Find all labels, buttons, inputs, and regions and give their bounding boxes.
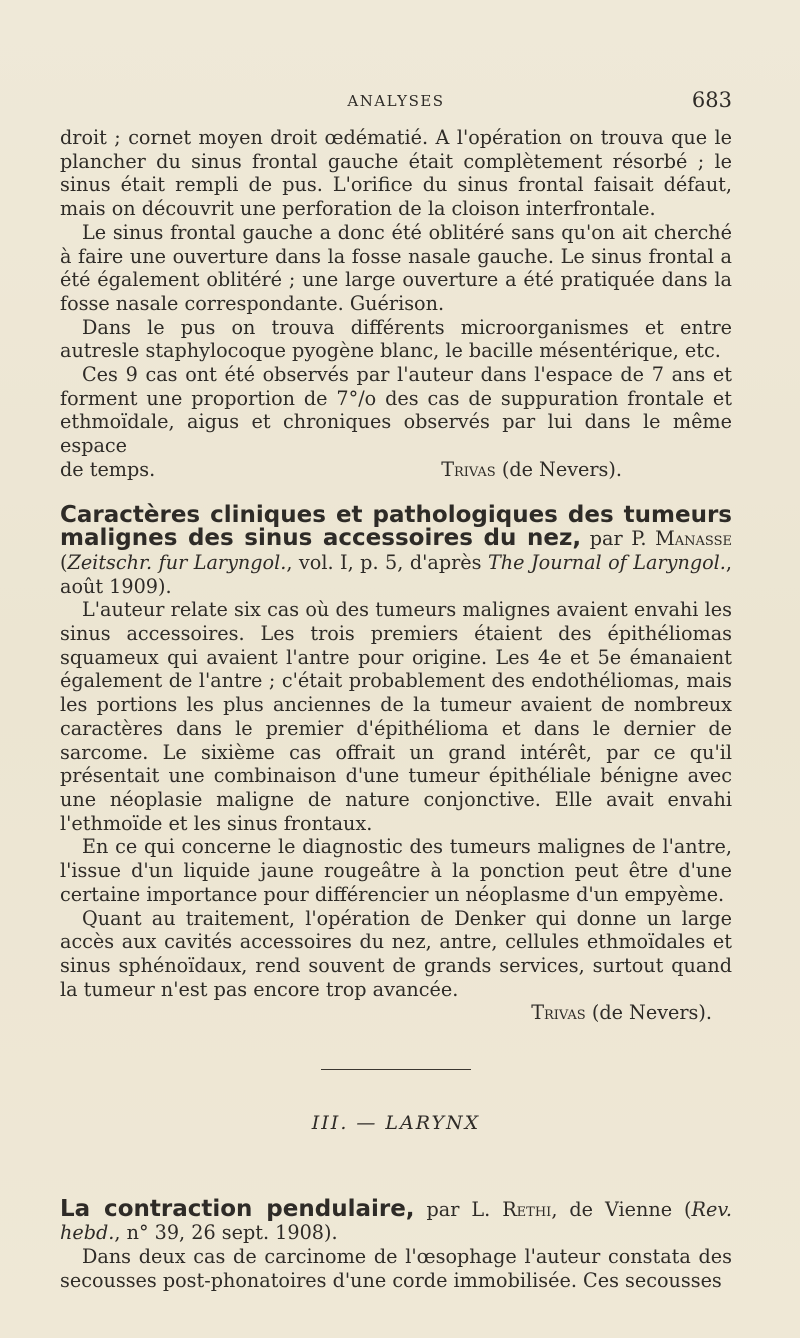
signature	[60, 1001, 732, 1025]
citation-open: (	[60, 550, 68, 574]
article-heading	[60, 501, 732, 599]
paragraph: Le sinus frontal gauche a donc été oblitéré sans qu'on ait cherché à faire une ouverture dans la fosse nasale gauche. Le sinus frontal a été également oblitéré ; une large ouverture a été pratiquée dans la fosse nasale correspondante. Guérison.	[60, 220, 732, 315]
paragraph: droit ; cornet moyen droit œdématié. A l'opération on trouva que le plancher du sinus frontal gauche était complètement résorbé ; le sinus était rempli de pus. L'orifice du sinus frontal faisait défaut, mais on découvrit une perforation de la cloison interfrontale.	[60, 126, 732, 221]
article-3	[60, 1195, 732, 1293]
running-head: ANALYSES	[347, 92, 445, 110]
citation-end: , août 1909).	[60, 550, 732, 598]
paragraph: Ces 9 cas ont été observés par l'auteur dans l'espace de 7 ans et forment une proportion de 7°/o des cas de suppuration frontale et ethmoïdale, aigus et chroniques observés par lui dans le même espace	[60, 363, 732, 458]
article-title: La contraction pendulaire,	[60, 1195, 415, 1222]
article-2	[60, 501, 732, 1025]
signature-place: (de Nevers).	[501, 457, 622, 481]
author-prefix: par P.	[589, 527, 647, 551]
signature-name: Trivas	[531, 1001, 586, 1025]
signature-line	[60, 458, 732, 482]
citation-detail: , vol. I, p. 5, d'après	[286, 550, 482, 574]
paragraph: Quant au traitement, l'opération de Denker qui donne un large accès aux cavités accessoires du nez, antre, cellules ethmoïdales et sinus sphénoïdaux, rend souvent de grands services, surtout quand la tumeur n'est pas encore trop avancée.	[60, 906, 732, 1001]
author-name: Rethi	[502, 1197, 552, 1221]
journal-title: Zeitschr. fur Laryngol.	[67, 550, 287, 574]
citation-end: , n° 39, 26 sept. 1908).	[114, 1221, 338, 1245]
paragraph-end: de temps.	[60, 457, 156, 481]
signature	[441, 458, 732, 482]
page-number: 683	[691, 88, 732, 112]
article-heading	[60, 1195, 732, 1245]
paragraph: Dans deux cas de carcinome de l'œsophage l'auteur constata des secousses post-phonatoires d'une corde immobilisée. Ces secousses	[60, 1245, 732, 1292]
article-1-tail	[60, 126, 732, 482]
author-prefix: par L.	[426, 1197, 491, 1221]
paragraph: En ce qui concerne le diagnostic des tumeurs malignes de l'antre, l'issue d'un liquide jaune rougeâtre à la ponction peut être d'une certaine importance pour différencier un néoplasme d'un empyème.	[60, 835, 732, 906]
page-header	[60, 88, 732, 118]
journal-title: The Journal of Laryngol.	[487, 550, 726, 574]
author-suffix: , de Vienne (	[551, 1197, 692, 1221]
article-title: Caractères cliniques et pathologiques des tumeurs malignes des sinus accessoires du nez,	[60, 501, 732, 552]
signature-name: Trivas	[441, 457, 496, 481]
page-body	[60, 126, 732, 1293]
paragraph: L'auteur relate six cas où des tumeurs malignes avaient envahi les sinus accessoires. Les trois premiers étaient des épithéliomas squameux qui avaient l'antre pour origine. Les 4e et 5e émanaient également de l'antre ; c'était probablement des endothéliomas, mais les portions les plus anciennes de la tumeur avaient de nombreux caractères dans le premier d'épithélioma et dans le dernier de sarcome. Le sixième cas offrait un grand intérêt, par ce qu'il présentait une combinaison d'une tumeur épithéliale bénigne avec une néoplasie maligne de nature conjonctive. Elle avait envahi l'ethmoïde et les sinus frontaux.	[60, 598, 732, 835]
section-heading: III. — LARYNX	[311, 1112, 481, 1135]
section-divider	[321, 1069, 471, 1070]
paragraph: Dans le pus on trouva différents microorganismes et entre autresle staphylocoque pyogène blanc, le bacille mésentérique, etc.	[60, 315, 732, 363]
journal-title: Rev. hebd.	[60, 1197, 732, 1245]
author-name: Manasse	[655, 527, 732, 551]
signature-place: (de Nevers).	[591, 1001, 712, 1025]
